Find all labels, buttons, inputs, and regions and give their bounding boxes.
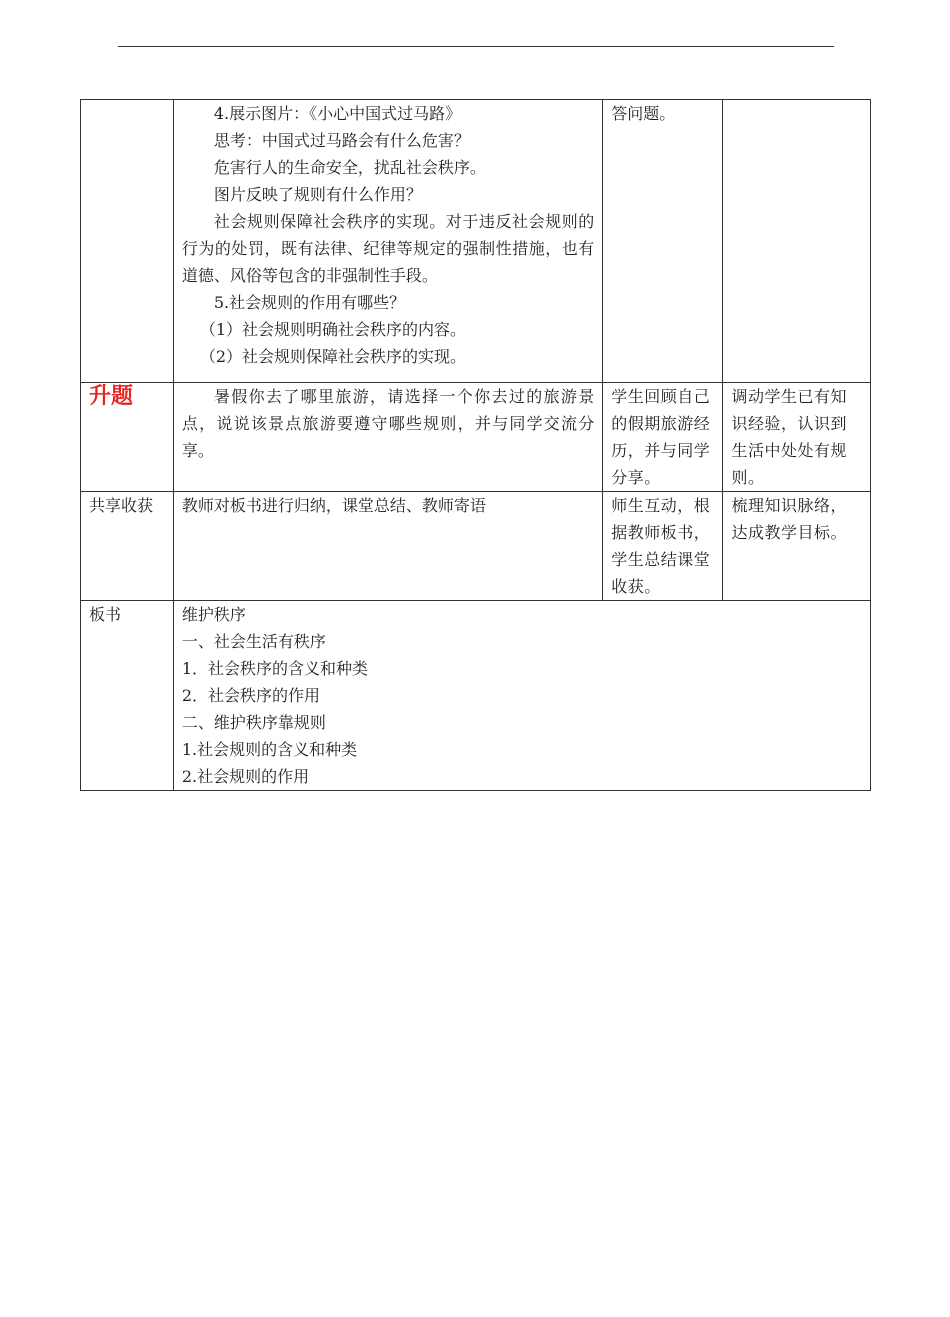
content-paragraph: 暑假你去了哪里旅游，请选择一个你去过的旅游景点，说说该景点旅游要遵守哪些规则，并与同学交流分享。 <box>181 387 595 460</box>
stage-label: 共享收获 <box>89 496 154 515</box>
blackboard-line: 2．社会秩序的作用 <box>181 686 321 705</box>
stage-cell <box>81 492 174 601</box>
blackboard-line: 一、社会生活有秩序 <box>181 632 326 651</box>
table-row <box>81 492 871 601</box>
content-cell <box>173 100 602 383</box>
content-cell <box>173 492 602 601</box>
content-paragraph: 社会规则保障社会秩序的实现。对于违反社会规则的行为的处罚，既有法律、纪律等规定的强制性措施，也有道德、风俗等包含的非强制性手段。 <box>181 212 595 285</box>
design-intent-cell <box>723 383 871 492</box>
table-row <box>81 100 871 383</box>
table-row <box>81 601 871 791</box>
design-intent-text: 梳理知识脉络，达成教学目标。 <box>731 496 847 542</box>
content-line: 思考：中国式过马路会有什么危害？ <box>213 131 470 150</box>
student-activity-text: 答问题。 <box>611 104 676 123</box>
content-line: 图片反映了规则有什么作用？ <box>213 185 422 204</box>
student-activity-text: 学生回顾自己的假期旅游经历，并与同学分享。 <box>611 387 711 487</box>
blackboard-line: 1．社会秩序的含义和种类 <box>181 659 369 678</box>
student-activity-cell <box>603 100 723 383</box>
design-intent-cell <box>723 100 871 383</box>
blackboard-line: 2.社会规则的作用 <box>181 767 310 786</box>
design-intent-text: 调动学生已有知识经验，认识到生活中处处有规则。 <box>731 387 847 487</box>
content-cell <box>173 383 602 492</box>
content-text: 教师对板书进行归纳，课堂总结、教师寄语 <box>181 496 486 515</box>
lesson-plan-table <box>80 99 871 791</box>
content-line: 5.社会规则的作用有哪些？ <box>213 293 406 312</box>
student-activity-cell <box>603 492 723 601</box>
blackboard-line: 1.社会规则的含义和种类 <box>181 740 358 759</box>
table-row <box>81 383 871 492</box>
stage-label: 板书 <box>89 605 122 624</box>
content-line: （2）社会规则保障社会秩序的实现。 <box>199 347 467 366</box>
student-activity-cell <box>603 383 723 492</box>
student-activity-text: 师生互动，根据教师板书，学生总结课堂收获。 <box>611 496 711 596</box>
stage-cell <box>81 383 174 492</box>
blackboard-cell <box>173 601 870 791</box>
content-line: 4.展示图片：《小心中国式过马路》 <box>213 104 462 123</box>
stage-cell <box>81 100 174 383</box>
blackboard-line: 二、维护秩序靠规则 <box>181 713 326 732</box>
stage-label: 升题 <box>89 384 134 409</box>
stage-cell <box>81 601 174 791</box>
content-line: （1）社会规则明确社会秩序的内容。 <box>199 320 467 339</box>
blackboard-line: 维护秩序 <box>181 605 246 624</box>
design-intent-cell <box>723 492 871 601</box>
header-rule <box>118 46 834 47</box>
content-line: 危害行人的生命安全，扰乱社会秩序。 <box>213 158 486 177</box>
